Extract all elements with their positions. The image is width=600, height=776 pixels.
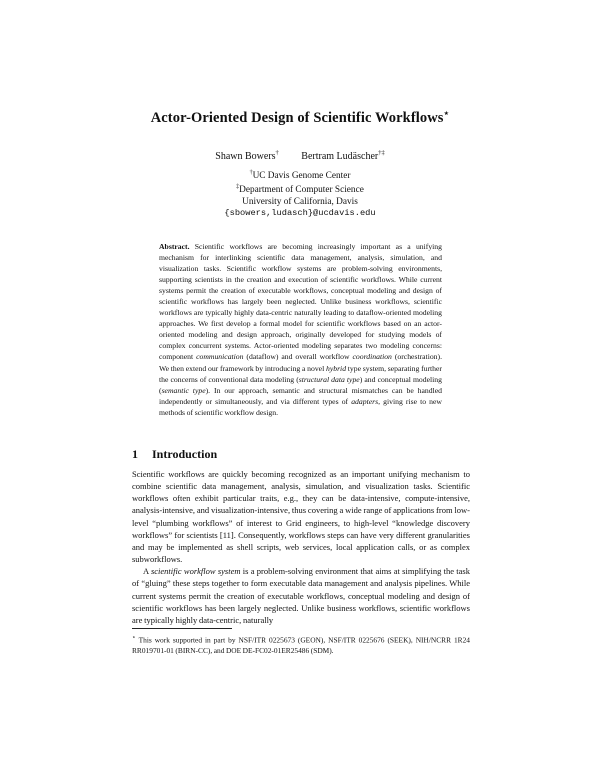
- abstract-emphasis: hybrid: [325, 363, 347, 373]
- author-affil-mark: †: [275, 150, 279, 157]
- section-number: 1: [132, 447, 138, 461]
- affil-mark: ‡: [236, 184, 240, 191]
- footnote-divider: [132, 628, 232, 629]
- footnote-mark: ⋆: [132, 635, 136, 641]
- section-title: Introduction: [152, 447, 218, 461]
- abstract-text: type system, separating further the concerns of conventional data modeling (: [159, 363, 442, 384]
- paragraph: [132, 565, 470, 626]
- abstract-emphasis: structural data type: [298, 374, 360, 384]
- abstract: [159, 241, 442, 418]
- title-footnote-mark: ⋆: [443, 108, 450, 118]
- abstract-label: Abstract.: [159, 242, 190, 251]
- affiliations: [0, 168, 600, 219]
- affil-text: Department of Computer Science: [239, 185, 364, 196]
- body-text: [132, 468, 470, 626]
- author-affil-mark: †‡: [378, 150, 385, 157]
- abstract-emphasis: coordination: [352, 352, 392, 362]
- abstract-text: Scientific workflows are becoming increasingly important as a unifying mechanism for interlinking scientific data management, analysis, simulation, and visualization tasks. Scientific workflow systems are problem-solving environments, supporting scientists in the creation and execution of scientific workflows. While current systems permit the creation of executable workflows, conceptual modeling and design of scientific workflows has largely been neglected. Unlike business workflows, scientific workflows are typically highly data-centric naturally leading to dataflow-oriented modeling approaches. We first develop a formal model for scientific workflows based on an actor-oriented modeling and design approach, originally developed for studying models of complex concurrent systems. Actor-oriented modeling separates two modeling concerns: component: [159, 242, 442, 362]
- paragraph-emphasis: scientific workflow system: [150, 566, 241, 577]
- author-bowers: [215, 151, 279, 162]
- footnote-funding: [132, 633, 470, 657]
- paper-title: [0, 108, 600, 127]
- affiliation-genome-center: [0, 168, 600, 182]
- affiliation-cs-dept: [0, 182, 600, 196]
- abstract-emphasis: communication: [196, 352, 244, 362]
- affiliation-university: University of California, Davis: [242, 196, 358, 207]
- abstract-text: (dataflow) and overall workflow: [243, 352, 353, 362]
- abstract-text: ) and conceptual modeling (: [159, 374, 442, 395]
- paragraph: Scientific workflows are quickly becoming recognized as an important unifying mechanism to combine scientific data management, analysis, simulation, and visualization tasks. Scientific workflows often exhibit particular traits, e.g., they can be data-intensive, compute-intensive, analysis-intensive, and visualization-intensive, thus covering a wide range of applications from low-level “plumbing workflows” of interest to Grid engineers, to high-level “knowledge discovery workflows” for scientists [11]. Consequently, workflows steps can have very different granularities and may be implemented as shell scripts, web services, local application calls, or as complex subworkflows.: [132, 469, 470, 565]
- paper-title-text: Actor-Oriented Design of Scientific Workflows: [150, 109, 444, 126]
- author-ludaescher: [301, 151, 384, 162]
- footnote-text: This work supported in part by NSF/ITR 0225673 (GEON), NSF/ITR 0225676 (SEEK), NIH/NCRR 1R24 RR019701-01 (BIRN-CC), and DOE DE-FC02-01ER25486 (SDM).: [132, 635, 470, 656]
- affil-mark: †: [249, 170, 253, 176]
- abstract-text: (orchestration). We then extend our framework by introducing a novel: [159, 352, 443, 373]
- author-name: Bertram Ludäscher: [301, 151, 379, 163]
- paragraph-text: is a problem-solving environment that aims at simplifying the task of “gluing” these steps together to form executable data management and analysis pipelines. While current systems permit the creation of executable workflows, conceptual modeling and design of scientific workflows has been largely neglected. Unlike business workflows, scientific workflows are typically highly data-centric, naturally: [132, 566, 470, 625]
- abstract-emphasis: semantic type: [161, 385, 206, 395]
- affil-text: UC Davis Genome Center: [252, 171, 351, 182]
- section-heading-introduction: [132, 447, 217, 462]
- author-list: [0, 150, 600, 162]
- author-name: Shawn Bowers: [215, 151, 276, 163]
- abstract-text: ). In our approach, semantic and structural mismatches can be handled independently or simultaneously, and via different types of: [159, 385, 442, 406]
- author-email: {sbowers,ludasch}@ucdavis.edu: [224, 207, 376, 218]
- abstract-text: , giving rise to new methods of scientific workflow design.: [159, 396, 442, 417]
- abstract-emphasis: adapters: [351, 396, 379, 406]
- paragraph-text: A: [143, 566, 151, 577]
